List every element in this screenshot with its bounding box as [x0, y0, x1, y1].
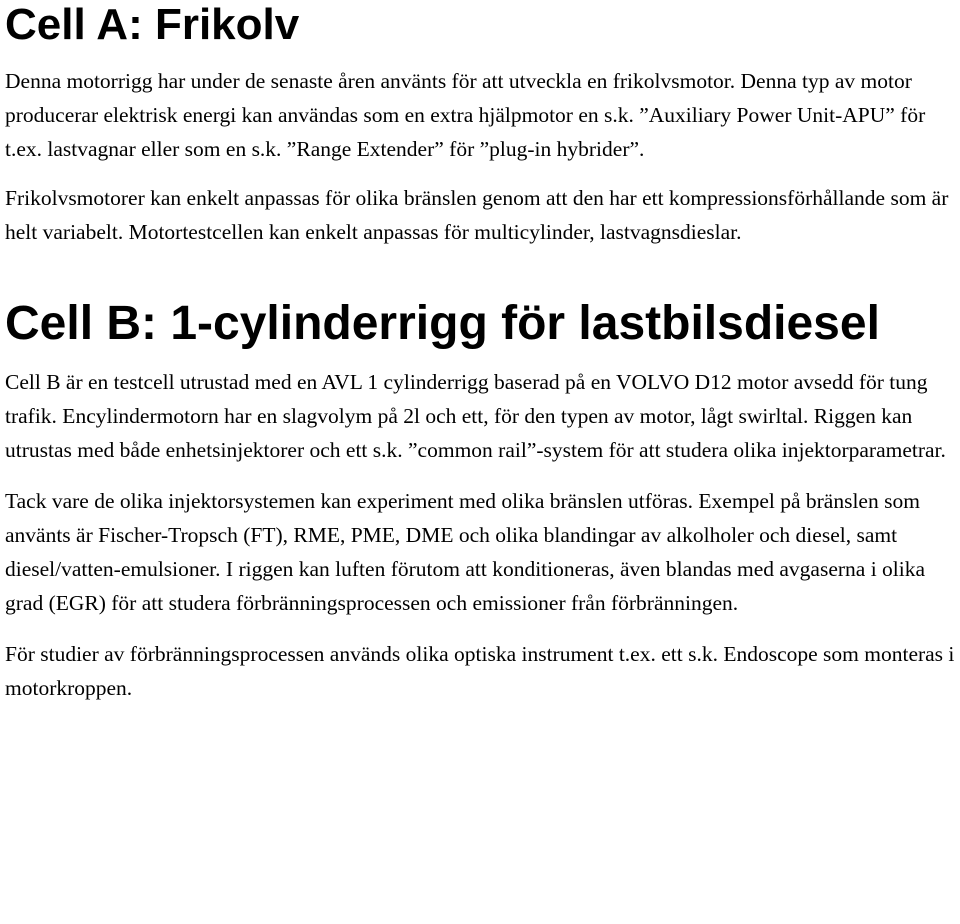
cell-b-paragraph-2: Tack vare de olika injektorsystemen kan experiment med olika bränslen utföras. Exempel på bränslen som använts är Fischer-Tropsch (FT), RME, PME, DME och olika blandingar av alkolholer och diesel, samt diesel/vatten-emulsioner. I riggen kan luften förutom att konditioneras, även blandas med avgaserna i olika grad (EGR) för att studera förbränningsprocessen och emissioner från förbränningen.: [5, 489, 926, 615]
section-cell-b: [5, 293, 960, 705]
cell-b-heading: Cell B: 1-cylinderrigg för lastbilsdiesel: [5, 297, 880, 350]
cell-b-paragraph-3: För studier av förbränningsprocessen används olika optiska instrument t.ex. ett s.k. Endoscope som monteras i motorkroppen.: [5, 642, 955, 700]
cell-a-paragraph-2: Frikolvsmotorer kan enkelt anpassas för olika bränslen genom att den har ett kompressionsförhållande som är helt variabelt. Motortestcellen kan enkelt anpassas för multicylinder, lastvagnsdieslar.: [5, 186, 949, 244]
document: [5, 0, 960, 705]
section-spacer: [5, 249, 960, 293]
section-cell-a: [5, 0, 960, 249]
cell-a-paragraph-1: Denna motorrigg har under de senaste åren använts för att utveckla en frikolvsmotor. Denna typ av motor producerar elektrisk energi kan användas som en extra hjälpmotor en s.k. ”Auxiliary Power Unit-APU” för t.ex. lastvagnar eller som en s.k. ”Range Extender” för ”plug-in hybrider”.: [5, 69, 926, 161]
cell-a-heading: Cell A: Frikolv: [5, 0, 300, 49]
cell-b-paragraph-1: Cell B är en testcell utrustad med en AVL 1 cylinderrigg baserad på en VOLVO D12 motor avsedd för tung trafik. Encylindermotorn har en slagvolym på 2l och ett, för den typen av motor, lågt swirltal. Riggen kan utrustas med både enhetsinjektorer och ett s.k. ”common rail”-system för att studera olika injektorparametrar.: [5, 370, 946, 462]
